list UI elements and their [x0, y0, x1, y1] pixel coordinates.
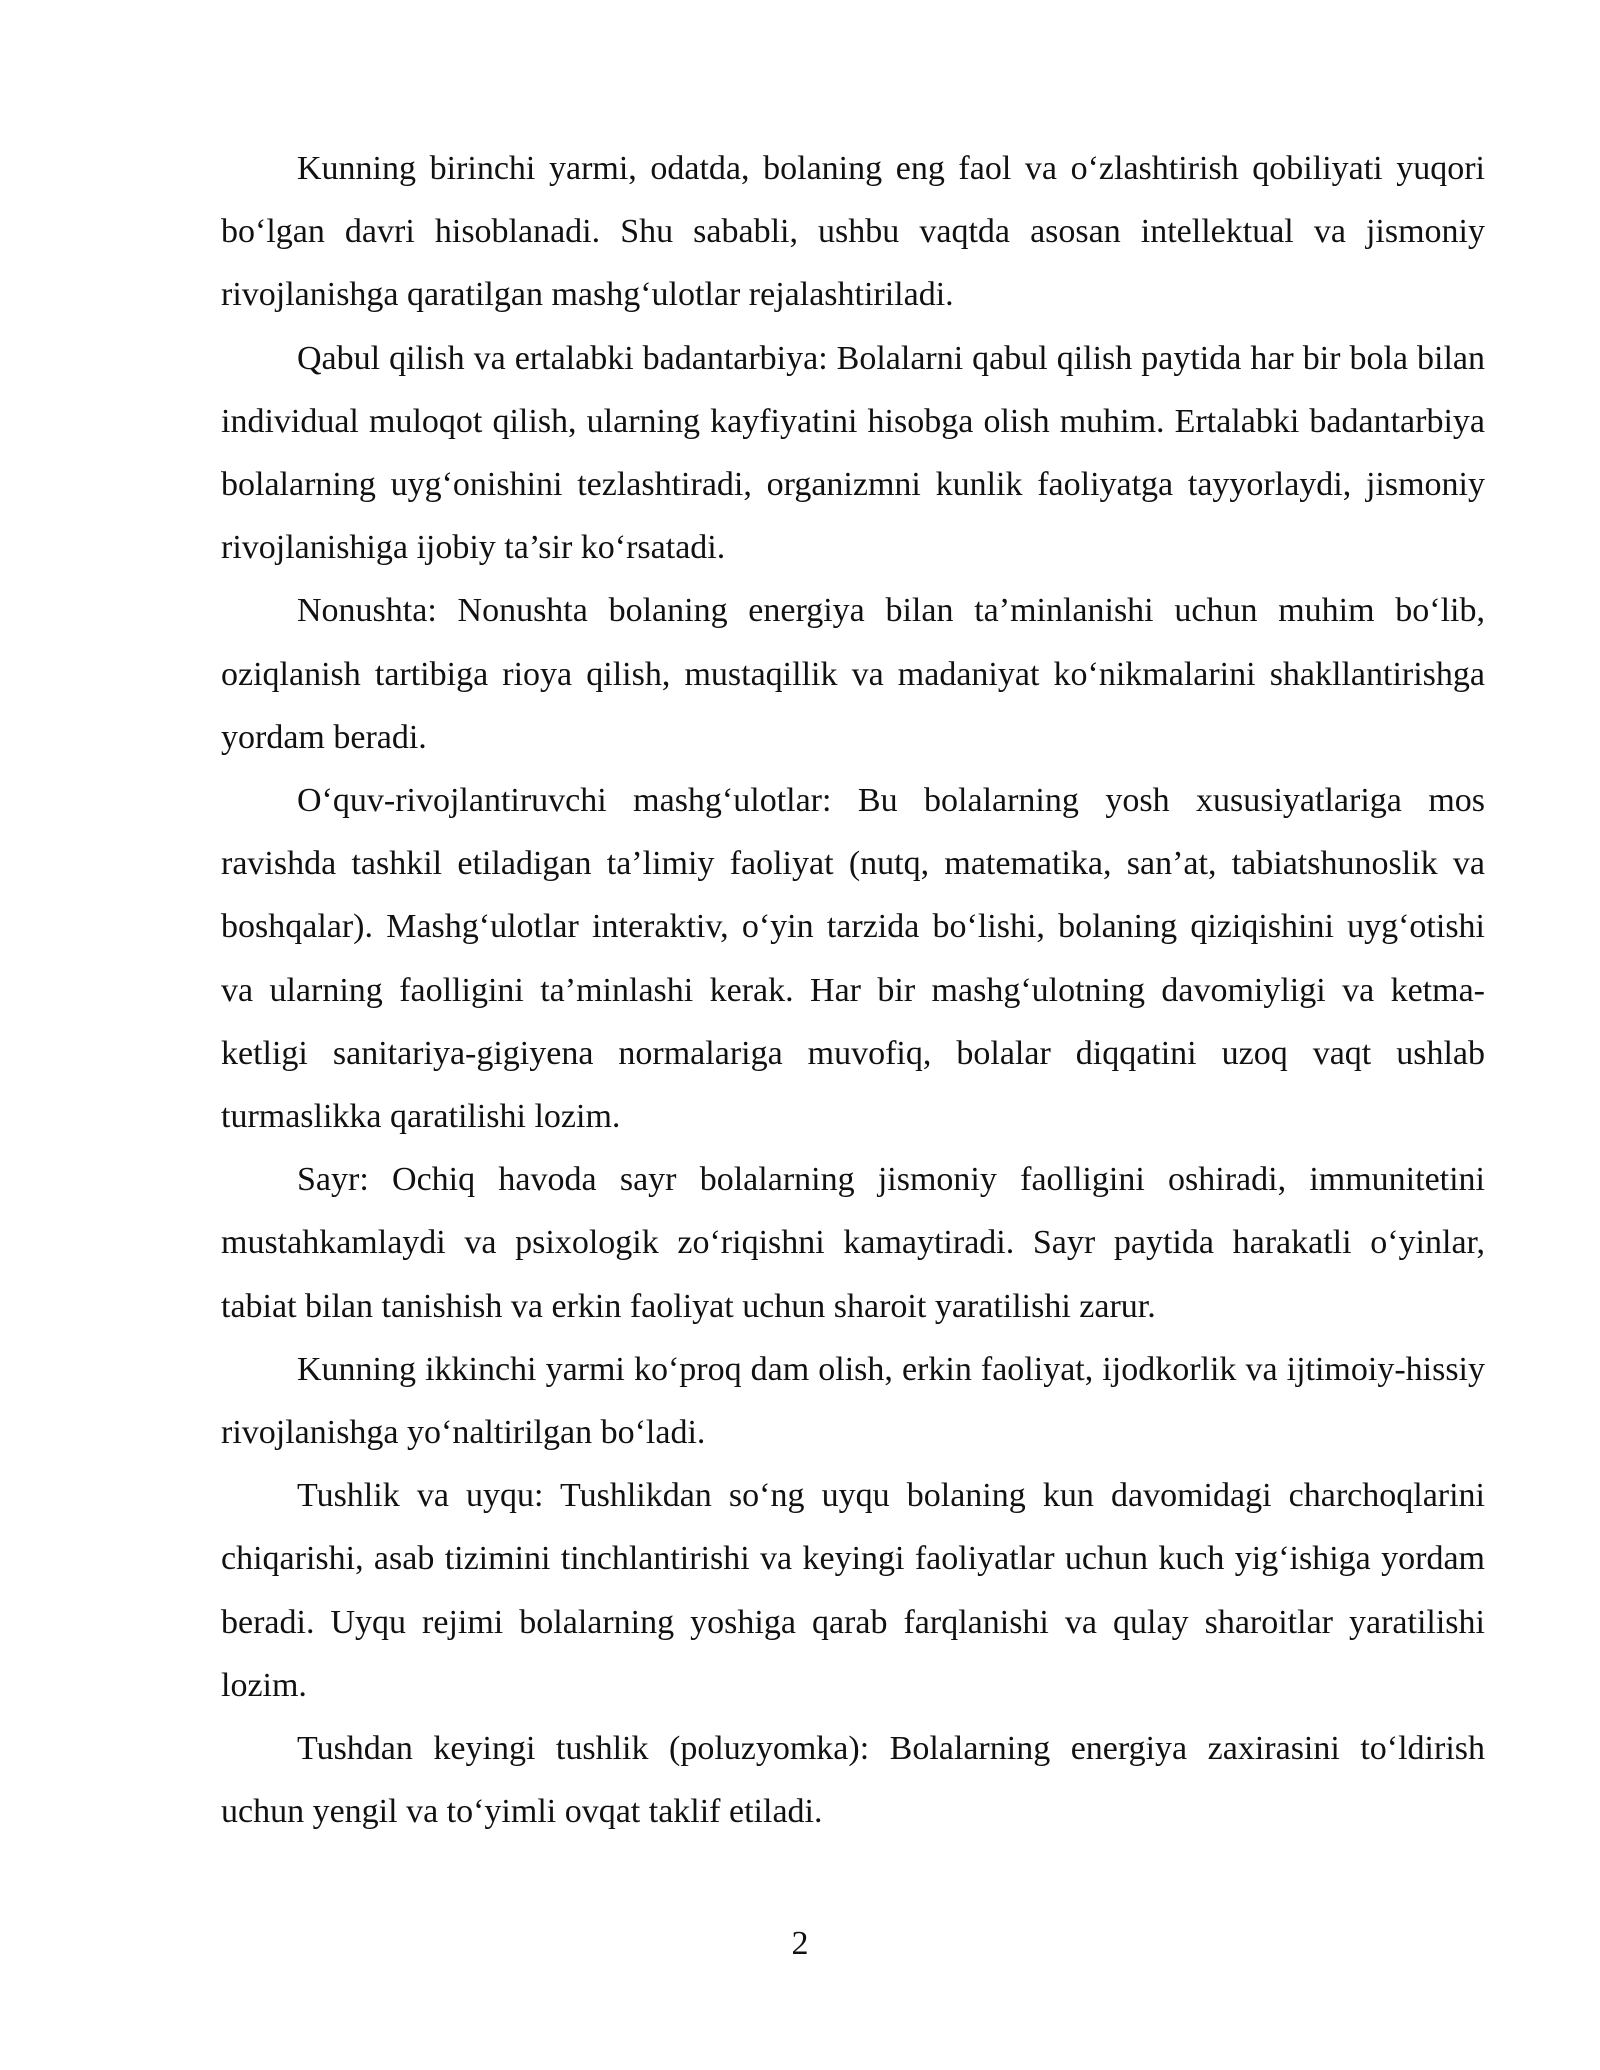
paragraph-8: Tushdan keyingi tushlik (poluzyomka): Bolalarning energiya zaxirasini to‘ldirish uchun yengil va to‘yimli ovqat taklif etiladi.	[221, 1730, 1485, 1831]
paragraph-4: O‘quv-rivojlantiruvchi mashg‘ulotlar: Bu bolalarning yosh xususiyatlariga mos ravishda tashkil etiladigan ta’limiy faoliyat (nutq, matematika, san’at, tabiatshunoslik va boshqalar). Mashg‘ulotlar interaktiv, o‘yin tarzida bo‘lishi, bolaning qiziqishini uyg‘otishi va ularning faolligini ta’minlashi kerak. Har bir mashg‘ulotning davomiyligi va ketma-ketligi sanitariya-gigiyena normalariga muvofiq, bolalar diqqatini uzoq vaqt ushlab turmaslikka qaratilishi lozim.	[221, 782, 1485, 1136]
paragraph-1: Kunning birinchi yarmi, odatda, bolaning eng faol va o‘zlashtirish qobiliyati yuqori bo‘lgan davri hisoblanadi. Shu sababli, ushbu vaqtda asosan intellektual va jismoniy rivojlanishga qaratilgan mashg‘ulotlar rejalashtiriladi.	[221, 150, 1485, 314]
paragraph-3: Nonushta: Nonushta bolaning energiya bilan ta’minlanishi uchun muhim bo‘lib, oziqlanish tartibiga rioya qilish, mustaqillik va madaniyat ko‘nikmalarini shakllantirishga yordam beradi.	[221, 592, 1485, 756]
paragraph-2: Qabul qilish va ertalabki badantarbiya: Bolalarni qabul qilish paytida har bir bola bilan individual muloqot qilish, ularning kayfiyatini hisobga olish muhim. Ertalabki badantarbiya bolalarning uyg‘onishini tezlashtiradi, organizmni kunlik faoliyatga tayyorlaydi, jismoniy rivojlanishiga ijobiy ta’sir ko‘rsatadi.	[221, 339, 1485, 567]
page-body	[221, 137, 1485, 1843]
page-number: 2	[791, 1925, 809, 1962]
paragraph-7: Tushlik va uyqu: Tushlikdan so‘ng uyqu bolaning kun davomidagi charchoqlarini chiqarishi, asab tizimini tinchlantirishi va keyingi faoliyatlar uchun kuch yig‘ishiga yordam beradi. Uyqu rejimi bolalarning yoshiga qarab farqlanishi va qulay sharoitlar yaratilishi lozim.	[221, 1477, 1485, 1704]
paragraph-5: Sayr: Ochiq havoda sayr bolalarning jismoniy faolligini oshiradi, immunitetini mustahkamlaydi va psixologik zo‘riqishni kamaytiradi. Sayr paytida harakatli o‘yinlar, tabiat bilan tanishish va erkin faoliyat uchun sharoit yaratilishi zarur.	[221, 1161, 1485, 1325]
paragraph-6: Kunning ikkinchi yarmi ko‘proq dam olish, erkin faoliyat, ijodkorlik va ijtimoiy-hissiy rivojlanishga yo‘naltirilgan bo‘ladi.	[221, 1350, 1485, 1452]
